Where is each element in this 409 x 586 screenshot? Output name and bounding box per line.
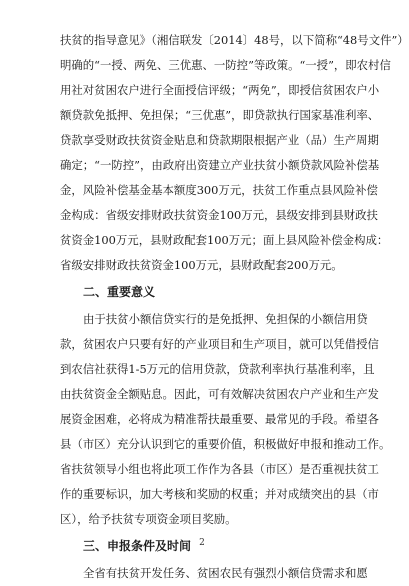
section-heading-significance: 二、重要意义 xyxy=(83,285,156,299)
text-line: 确定；“一防控”，由政府出资建立产业扶贫小额贷款风险补偿基 xyxy=(60,158,380,172)
text-line: 额贷款免抵押、免担保；“三优惠”，即贷款执行国家基准利率、 xyxy=(60,108,380,122)
text-line: 款，贫困农户只要有好的产业项目和生产项目，就可以凭借授信 xyxy=(60,337,379,351)
page-number: 2 xyxy=(199,538,205,548)
paragraph-policy-summary xyxy=(60,28,409,278)
text-line: 由于扶贫小额信贷实行的是免抵押、免担保的小额信用贷 xyxy=(83,312,368,326)
document-body xyxy=(60,28,409,586)
paragraph-significance xyxy=(60,307,391,532)
text-line: 作的重要标识，加大考核和奖励的权重；并对成绩突出的县（市 xyxy=(60,487,379,501)
text-line: 金，风险补偿基金基本额度300万元，扶贫工作重点县风险补偿 xyxy=(60,183,378,197)
text-line: 全省有扶贫开发任务、贫困农民有强烈小额信贷需求和愿 xyxy=(83,566,368,580)
text-line: 县（市区）充分认识到它的重要价值，积极做好申报和推动工作。 xyxy=(60,437,391,451)
text-line: 贷款享受财政扶贫资金贴息和贷款期限根据产业（品）生产周期 xyxy=(60,133,379,147)
text-line: 展资金困难，必将成为精准帮扶最重要、最常见的手段。希望各 xyxy=(60,412,379,426)
text-line: 金构成：省级安排财政扶贫资金100万元，县级安排到县财政扶 xyxy=(60,208,378,222)
text-line: 由扶贫资金全额贴息。因此，可有效解决贫困农户产业和生产发 xyxy=(60,387,379,401)
text-line: 区），给予扶贫专项资金项目奖励。 xyxy=(60,512,237,526)
section-heading-conditions: 三、申报条件及时间 xyxy=(83,539,192,553)
text-line: 贫资金100万元，县财政配套100万元；面上县风险补偿金构成： xyxy=(60,233,389,247)
text-line: 省级安排财政扶贫资金100万元，县财政配套200万元。 xyxy=(60,258,343,272)
paragraph-conditions xyxy=(60,561,368,586)
text-line: 到农信社获得1-5万元的信用贷款，贷款利率执行基准利率，且 xyxy=(60,362,375,376)
text-line: 用社对贫困农户进行全面授信评级；“两免”，即授信贫困农户小 xyxy=(60,83,380,97)
text-line: 明确的“一授、两免、三优惠、一防控”等政策。“一授”，即农村信 xyxy=(60,58,391,72)
text-line: 省扶贫领导小组也将此项工作作为各县（市区）是否重视扶贫工 xyxy=(60,462,379,476)
text-line: 扶贫的指导意见》（湘信联发〔2014〕48号，以下简称“48号文件”） xyxy=(60,33,409,47)
